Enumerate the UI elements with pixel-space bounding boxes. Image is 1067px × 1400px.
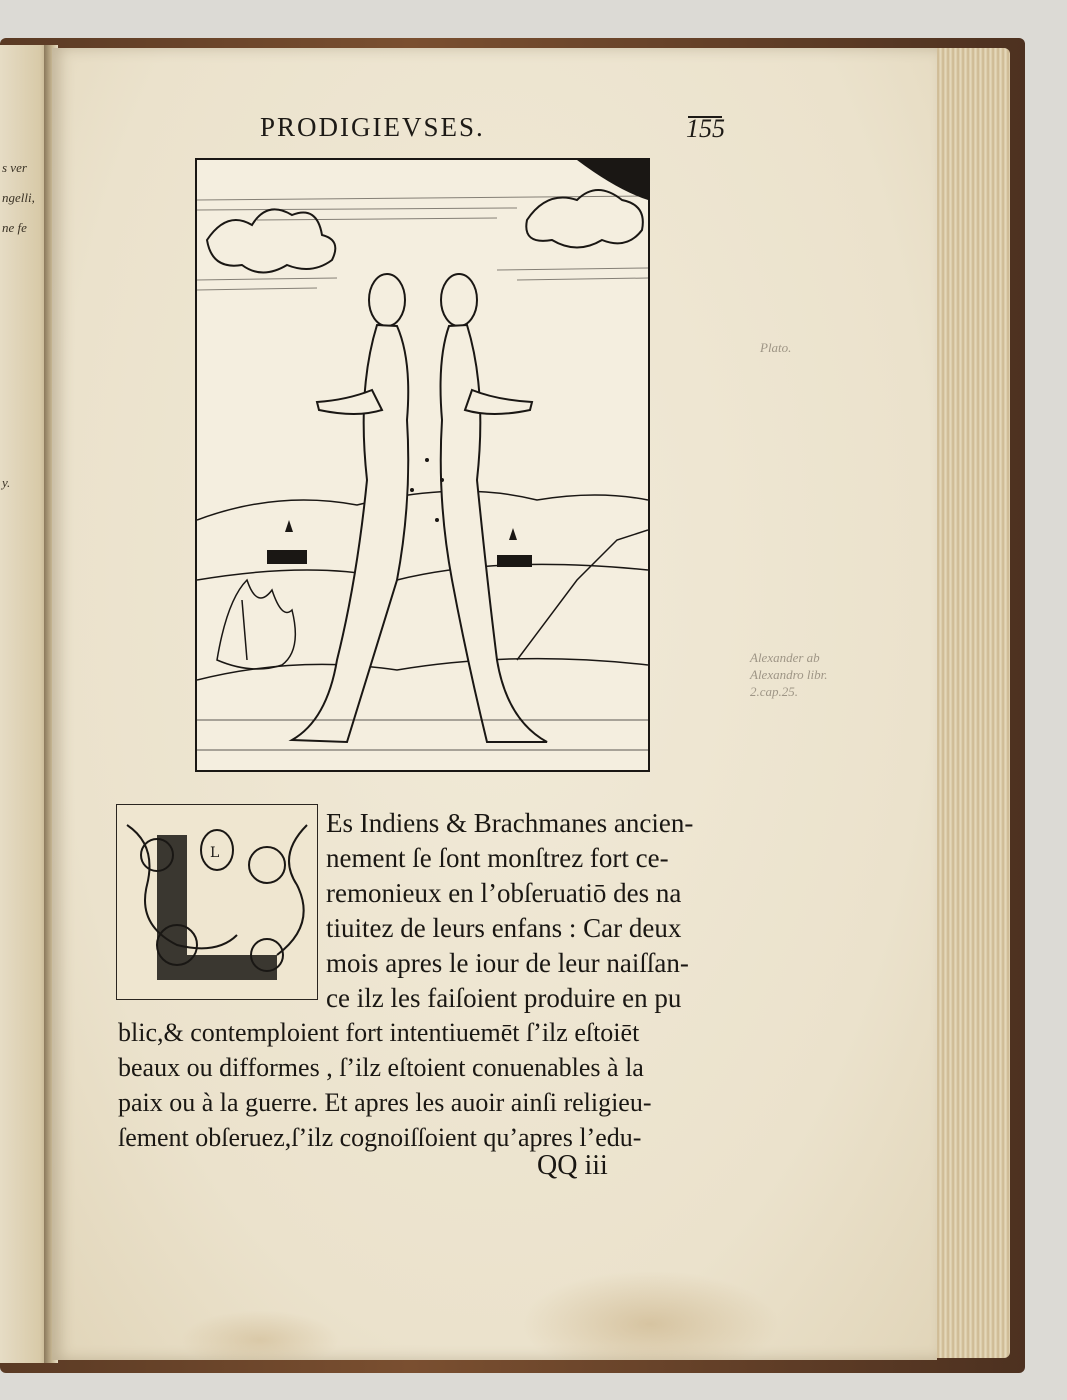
left-page-fragment: ne fe [2,220,27,235]
woodcut-illustration [195,158,650,772]
water-stain [180,1310,340,1360]
folio-number: 155 [686,114,725,143]
body-line: ce ilz les faiſoient produire en pu [326,983,682,1013]
left-page-fragment: ngelli, [2,190,35,205]
body-line: nement ſe ſont monſtrez fort ce- [326,843,669,873]
body-line: tiuitez de leurs enfans : Car deux [326,913,682,943]
left-page-fragment: y. [2,475,11,490]
floral-initial-l-icon [117,805,317,999]
body-line: blic,& contemploient fort intentiuemēt ſ’ilz eſtoiēt [118,1018,640,1047]
body-line: paix ou à la guerre. Et apres les auoir ainſi religieu- [118,1088,652,1117]
running-head: PRODIGIEVSES. [260,112,485,142]
signature-mark: QQ iii [537,1150,608,1181]
left-page-fragment: s ver [2,160,27,175]
marginal-note: Plato. [760,340,792,355]
left-page [0,45,50,1363]
conjoined-twins-woodcut-icon [197,160,648,770]
ornamental-initial [116,804,318,1000]
body-line: Es Indiens & Brachmanes ancien- [326,808,694,838]
body-line: remonieux en l’obſeruatiō des na [326,878,682,908]
marginal-note: Alexandro libr. [750,667,828,682]
marginal-note: Alexander ab [750,650,820,665]
marginal-note: 2.cap.25. [750,684,799,699]
water-stain [520,1270,780,1360]
initial-letter: L [210,845,220,861]
page-edges [930,48,1010,1358]
body-line: mois apres le iour de leur naiſſan- [326,948,689,978]
body-line: ſement obſeruez,ſ’ilz cognoiſſoient qu’apres l’edu- [118,1123,642,1152]
body-line: beaux ou difformes , ſ’ilz eſtoient conuenables à la [118,1053,644,1082]
